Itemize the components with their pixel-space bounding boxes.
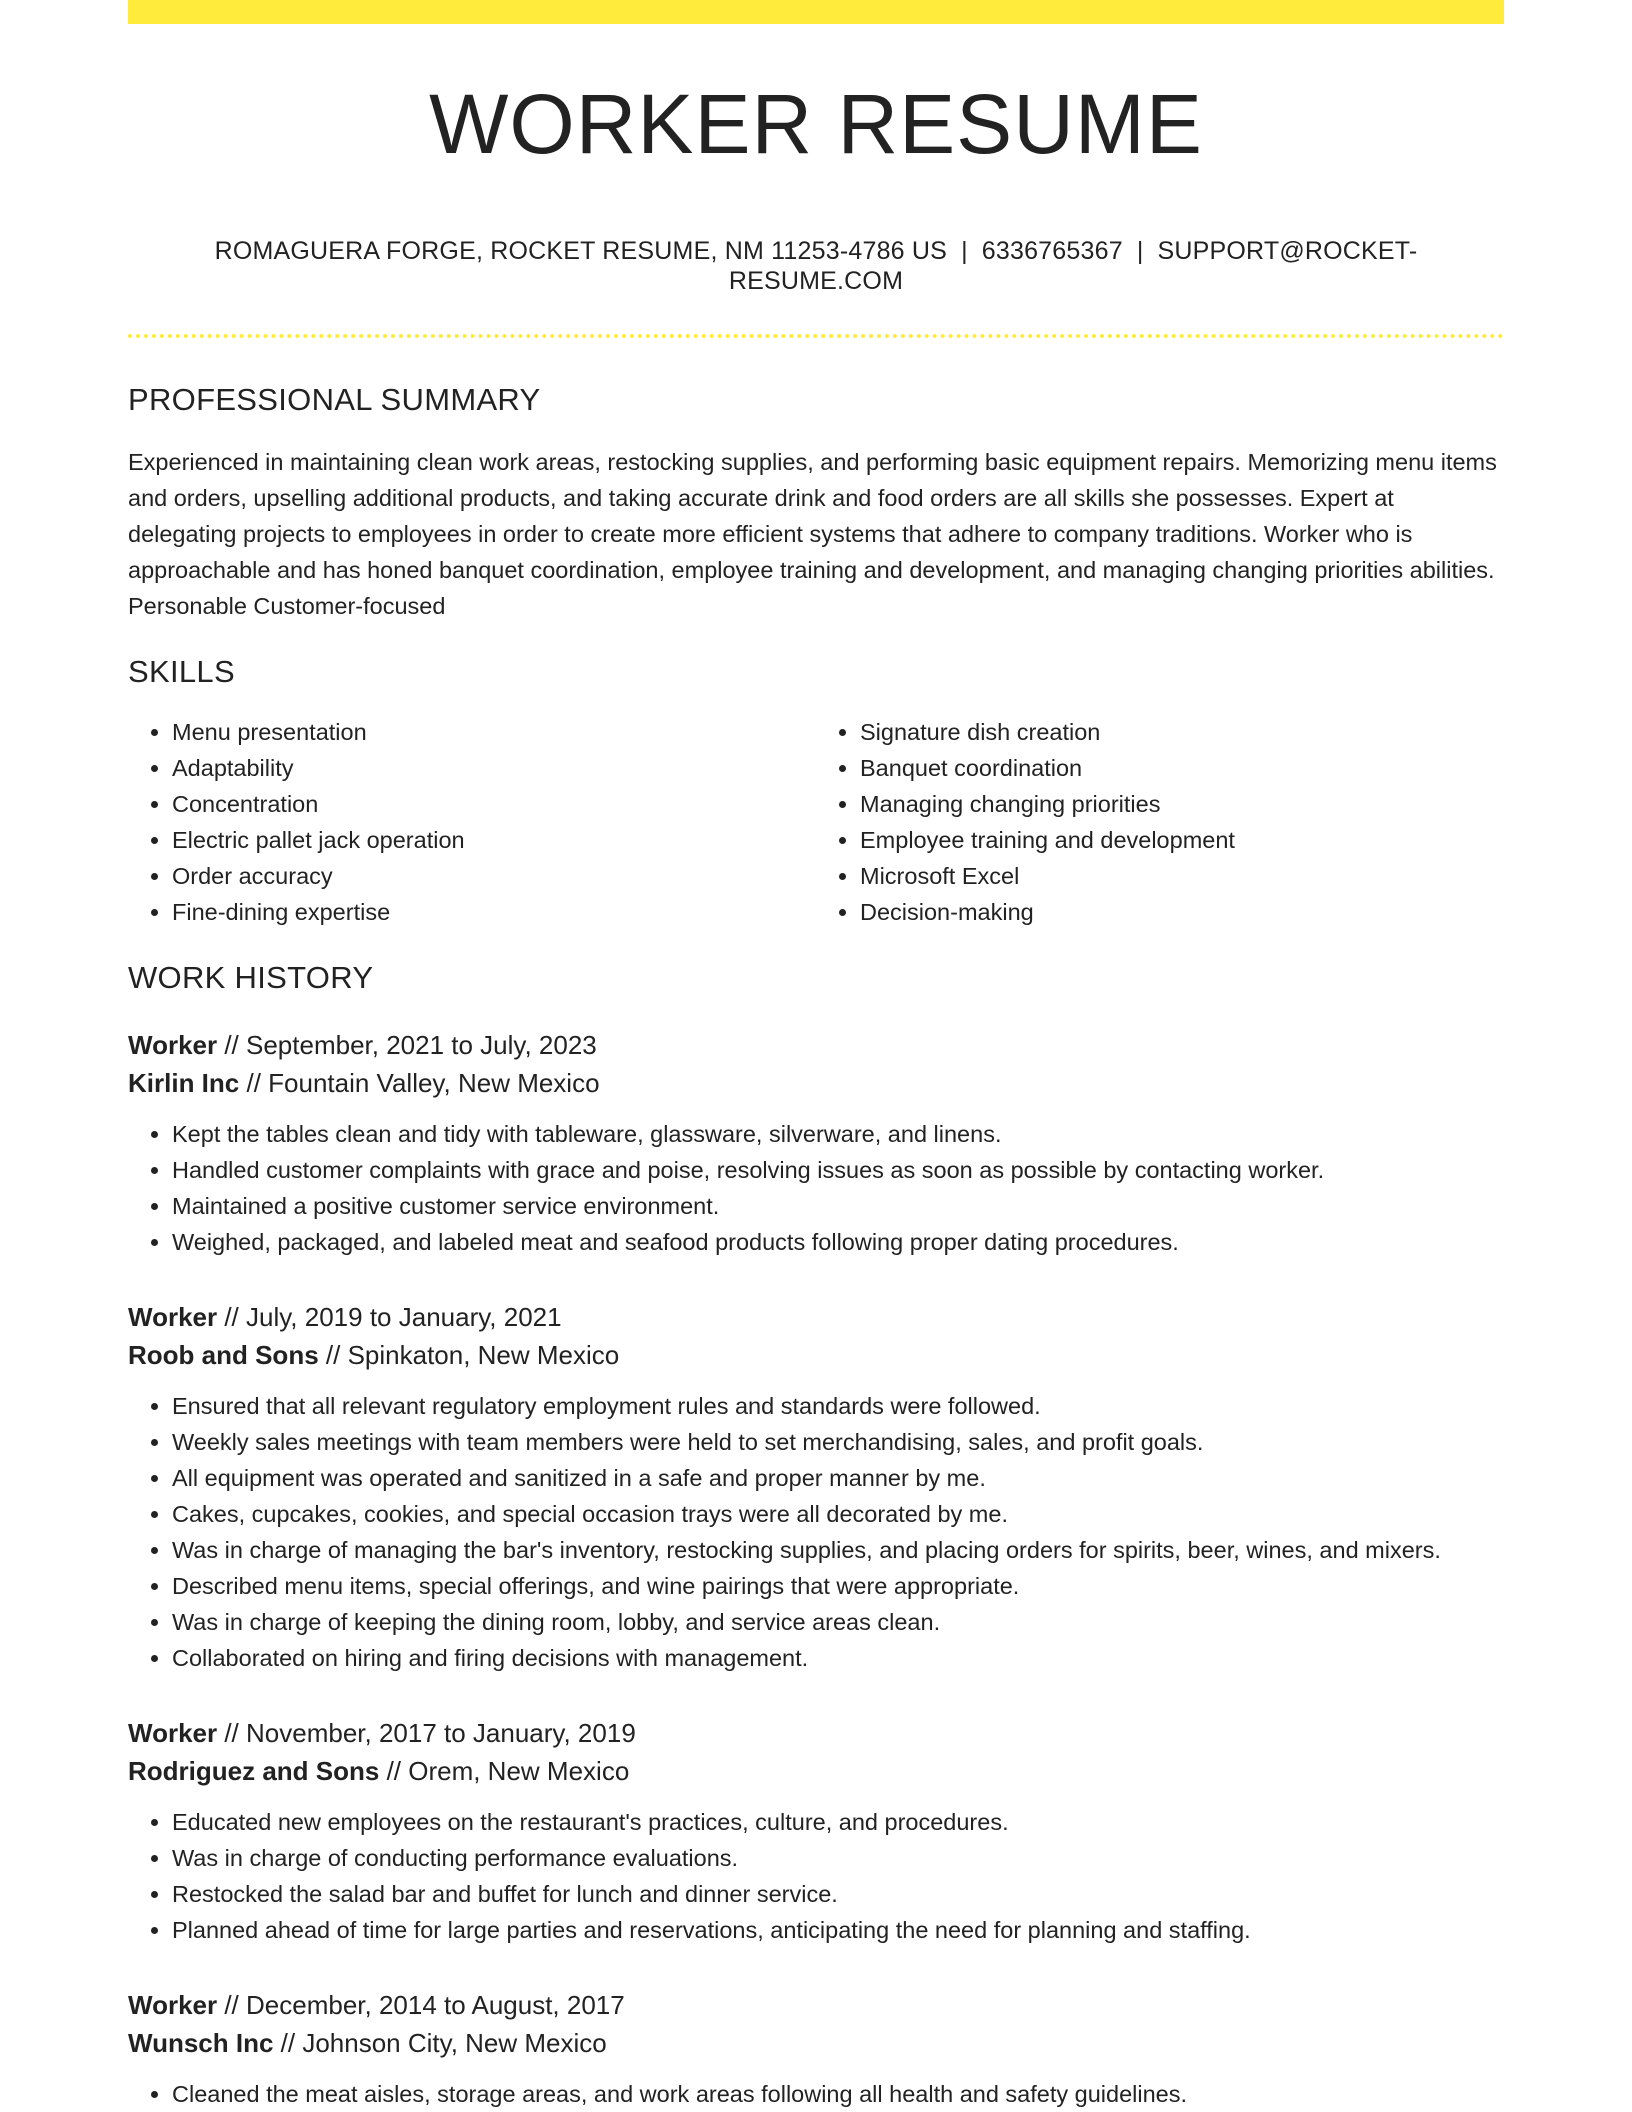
job-company-line (128, 1064, 1504, 1102)
job-company-line (128, 1336, 1504, 1374)
job-entry (128, 1986, 1504, 2112)
job-bullet: • Weekly sales meetings with team members were held to set merchandising, sales, and profit goals. (172, 1424, 1504, 1460)
job-bullet: • Was in charge of conducting performance evaluations. (172, 1840, 1504, 1876)
job-location: // Fountain Valley, New Mexico (239, 1068, 600, 1098)
job-title-line (128, 1298, 1504, 1336)
job-bullet: • Collaborated on hiring and firing decisions with management. (172, 1640, 1504, 1676)
work-history-heading: WORK HISTORY (128, 960, 374, 995)
skills-column-left (128, 714, 816, 930)
job-bullet-list (128, 1116, 1504, 1260)
header-divider (128, 334, 1504, 338)
job-bullet-list (128, 1388, 1504, 1676)
skill-item: • Order accuracy (172, 858, 816, 894)
job-location: // Orem, New Mexico (379, 1756, 630, 1786)
job-bullet: • Was in charge of keeping the dining room, lobby, and service areas clean. (172, 1604, 1504, 1640)
job-company: Kirlin Inc (128, 1068, 240, 1098)
job-bullet: • Ensured that all relevant regulatory employment rules and standards were followed. (172, 1388, 1504, 1424)
contact-line (128, 236, 1504, 296)
job-bullet: • Described menu items, special offerings, and wine pairings that were appropriate. (172, 1568, 1504, 1604)
job-title: Worker (128, 1030, 218, 1060)
job-company-line (128, 1752, 1504, 1790)
resume-page (128, 0, 1504, 2112)
job-bullet: • Weighed, packaged, and labeled meat and seafood products following proper dating procedures. (172, 1224, 1504, 1260)
job-bullet: • All equipment was operated and sanitized in a safe and proper manner by me. (172, 1460, 1504, 1496)
skill-item: • Banquet coordination (860, 750, 1504, 786)
job-bullet-list (128, 2076, 1504, 2112)
skill-item: • Employee training and development (860, 822, 1504, 858)
contact-separator: | (1136, 237, 1144, 265)
job-title-line (128, 1026, 1504, 1064)
resume-title: WORKER RESUME (429, 77, 1203, 171)
job-dates: // December, 2014 to August, 2017 (217, 1990, 625, 2020)
skills-column-right (816, 714, 1504, 930)
job-title: Worker (128, 1302, 218, 1332)
job-company: Roob and Sons (128, 1340, 319, 1370)
job-bullet-list (128, 1804, 1504, 1948)
job-company: Wunsch Inc (128, 2028, 274, 2058)
job-bullet: • Planned ahead of time for large parties and reservations, anticipating the need for planning and staffing. (172, 1912, 1504, 1948)
job-company-line (128, 2024, 1504, 2062)
skill-item: • Microsoft Excel (860, 858, 1504, 894)
contact-address: ROMAGUERA FORGE, ROCKET RESUME, NM 11253-4786 US (214, 237, 948, 265)
job-bullet: • Kept the tables clean and tidy with tableware, glassware, silverware, and linens. (172, 1116, 1504, 1152)
job-bullet: • Restocked the salad bar and buffet for lunch and dinner service. (172, 1876, 1504, 1912)
contact-phone: 6336765367 (981, 237, 1123, 265)
summary-text: Experienced in maintaining clean work areas, restocking supplies, and performing basic equipment repairs. Memorizing menu items and orders, upselling additional products, and taking accurate drink and food orders are all skills she possesses. Expert at delegating projects to employees in order to create more efficient systems that adhere to company traditions. Worker who is approachable and has honed banquet coordination, employee training and development, and managing changing priorities abilities. Personable Customer-focused (128, 449, 1497, 619)
skill-item: • Managing changing priorities (860, 786, 1504, 822)
skill-item: • Menu presentation (172, 714, 816, 750)
job-bullet: • Cleaned the meat aisles, storage areas, and work areas following all health and safety guidelines. (172, 2076, 1504, 2112)
job-entry (128, 1714, 1504, 1948)
skill-item: • Electric pallet jack operation (172, 822, 816, 858)
job-title: Worker (128, 1718, 218, 1748)
job-title-line (128, 1714, 1504, 1752)
job-title: Worker (128, 1990, 218, 2020)
summary-heading: PROFESSIONAL SUMMARY (128, 382, 541, 417)
job-dates: // November, 2017 to January, 2019 (217, 1718, 636, 1748)
top-accent-bar (128, 0, 1504, 24)
job-bullet: • Maintained a positive customer service environment. (172, 1188, 1504, 1224)
skills-grid (128, 714, 1504, 930)
job-dates: // July, 2019 to January, 2021 (217, 1302, 562, 1332)
job-bullet: • Educated new employees on the restaurant's practices, culture, and procedures. (172, 1804, 1504, 1840)
contact-email: SUPPORT@ROCKET-RESUME.COM (728, 237, 1418, 295)
job-entry (128, 1026, 1504, 1260)
contact-separator: | (961, 237, 968, 265)
job-entry (128, 1298, 1504, 1676)
skill-item: • Concentration (172, 786, 816, 822)
skill-item: • Fine-dining expertise (172, 894, 816, 930)
job-title-line (128, 1986, 1504, 2024)
job-bullet: • Handled customer complaints with grace and poise, resolving issues as soon as possible by contacting worker. (172, 1152, 1504, 1188)
job-location: // Johnson City, New Mexico (273, 2028, 607, 2058)
skills-heading: SKILLS (128, 654, 235, 689)
job-bullet: • Was in charge of managing the bar's inventory, restocking supplies, and placing orders for spirits, beer, wines, and mixers. (172, 1532, 1504, 1568)
job-dates: // September, 2021 to July, 2023 (217, 1030, 597, 1060)
skill-item: • Signature dish creation (860, 714, 1504, 750)
skill-item: • Adaptability (172, 750, 816, 786)
job-location: // Spinkaton, New Mexico (318, 1340, 620, 1370)
job-company: Rodriguez and Sons (128, 1756, 380, 1786)
skill-item: • Decision-making (860, 894, 1504, 930)
job-bullet: • Cakes, cupcakes, cookies, and special occasion trays were all decorated by me. (172, 1496, 1504, 1532)
